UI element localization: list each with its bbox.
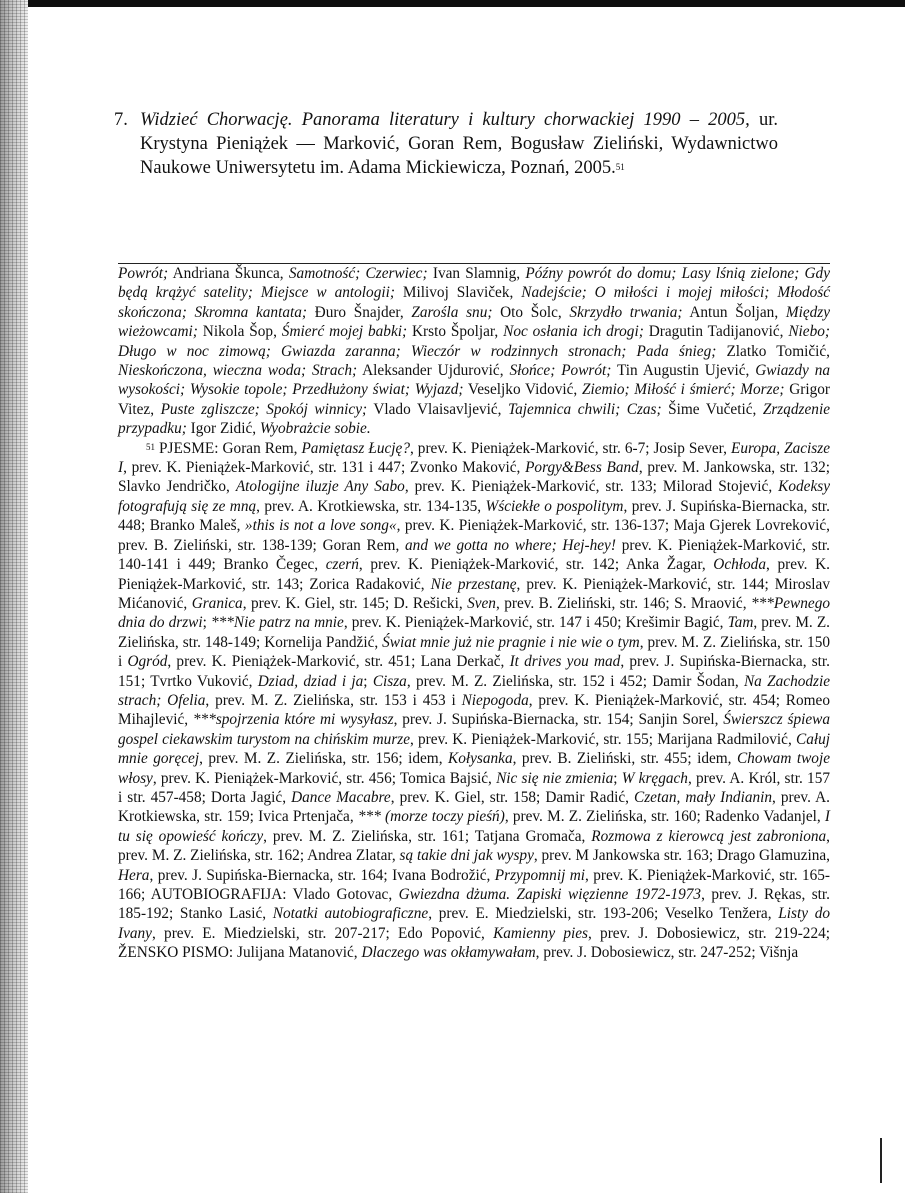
bibliography-entry bbox=[114, 108, 778, 180]
entry-number: 7. bbox=[114, 110, 128, 130]
entry-details: ur. Krystyna Pieniążek — Marković, Goran Rem, Bogusław Zieliński, Wydawnictwo Naukowe Uniwersytetu im. Adama Mickiewicza, Poznań, 2005. bbox=[140, 110, 778, 178]
entry-title: Widzieć Chorwację. Panorama literatury i kultury chorwackiej 1990 – 2005, bbox=[140, 110, 750, 130]
footnote-51: $^{51}$ PJESME: Goran Rem, Pamiętasz Łucję?, prev. K. Pieniążek-Marković, str. 6-7; Josip Sever, Europa, Zacisze I, prev. K. Pieniążek-Marković, str. 131 i 447; Zvonko Maković, Porgy&Bess Band, prev. M. Jankowska, str. 132; Slavko Jendričko, Atologijne iluzje Any Sabo, prev. K. Pieniążek-Marković, str. 133; Milorad Stojević, Kodeksy fotografują się ze mną, prev. A. Krotkiewska, str. 134-135, Wściekłe o pospolitym, prev. J. Supińska-Biernacka, str. 448; Branko Maleš, »this is not a love song«, prev. K. Pieniążek-Marković, str. 136-137; Maja Gjerek Lovreković, prev. B. Zieliński, str. 138-139; Goran Rem, and we gotta no where; Hej-hey! prev. K. Pieniążek-Marković, str. 140-141 i 449; Branko Čegec, czerń, prev. K. Pieniążek-Marković, str. 142; Anka Žagar, Ochłoda, prev. K. Pieniążek-Marković, str. 143; Zorica Radaković, Nie przestanę, prev. K. Pieniążek-Marković, str. 144; Miroslav Mićanović, Granica, prev. K. Giel, str. 145; D. Rešicki, Sven, prev. B. Zieliński, str. 146; S. Mraović, ***Pewnego dnia do drzwi; ***Nie patrz na mnie, prev. K. Pieniążek-Marković, str. 147 i 450; Krešimir Bagić, Tam, prev. M. Z. Zielińska, str. 148-149; Kornelija Pandžić, Świat mnie już nie pragnie i nie wie o tym, prev. M. Z. Zielińska, str. 150 i Ogród, prev. K. Pieniążek-Marković, str. 451; Lana Derkač, It drives you mad, prev. J. Supińska-Biernacka, str. 151; Tvrtko Vuković, Dziad, dziad i ja; Cisza, prev. M. Z. Zielińska, str. 152 i 452; Damir Šodan, Na Zachodzie strach; Ofelia, prev. M. Z. Zielińska, str. 153 i 453 i Niepogoda, prev. K. Pieniążek-Marković, str. 454; Romeo Mihajlević, ***spojrzenia które mi wysyłasz, prev. J. Supińska-Biernacka, str. 154; Sanjin Sorel, Świerszcz śpiewa gospel ciekawskim turystom na chińskim murze, prev. K. Pieniążek-Marković, str. 155; Marijana Radmilović, Całuj mnie goręcej, prev. M. Z. Zielińska, str. 156; idem, Kołysanka, prev. B. Zieliński, str. 455; idem, Chowam twoje włosy, prev. K. Pieniążek-Marković, str. 456; Tomica Bajsić, Nic się nie zmienia; W kręgach, prev. A. Król, str. 157 i str. 457-458; Dorta Jagić, Dance Macabre, prev. K. Giel, str. 158; Damir Radić, Czetan, mały Indianin, prev. A. Krotkiewska, str. 159; Ivica Prtenjača, *** (morze toczy pieśń), prev. M. Z. Zielińska, str. 160; Radenko Vadanjel, I tu się opowieść kończy, prev. M. Z. Zielińska, str. 161; Tatjana Gromača, Rozmowa z kierowcą jest zabroniona, prev. M. Z. Zielińska, str. 162; Andrea Zlatar, są takie dni jak wyspy, prev. M Jankowska str. 163; Drago Glamuzina, Hera, prev. J. Supińska-Biernacka, str. 164; Ivana Bodrožić, Przypomnij mi, prev. K. Pieniążek-Marković, str. 165-166; AUTOBIOGRAFIJA: Vlado Gotovac, Gwiezdna dżuma. Zapiski więzienne 1972-1973, prev. J. Rękas, str. 185-192; Stanko Lasić, Notatki autobiograficzne, prev. E. Miedzielski, str. 193-206; Veselko Tenžera, Listy do Ivany, prev. E. Miedzielski, str. 207-217; Edo Popović, Kamienny pies, prev. J. Dobosiewicz, str. 219-224; ŽENSKO PISMO: Julijana Matanović, Dlaczego was okłamywałam, prev. J. Dobosiewicz, str. 247-252; Višnja bbox=[118, 439, 831, 962]
scan-right-mark bbox=[880, 1138, 882, 1183]
scan-top-edge bbox=[0, 0, 905, 7]
footnote-reference: 51 bbox=[615, 162, 625, 172]
footnote-50-continuation: Powrót; Andriana Škunca, Samotność; Czerwiec; Ivan Slamnig, Późny powrót do domu; Lasy lśnią zielone; Gdy będą krążyć satelity; Miejsce w antologii; Milivoj Slaviček, Nadejście; O miłości i mojej miłości; Młodość skończona; Skromna kantata; Đuro Šnajder, Zarośla snu; Oto Šolc, Skrzydło trwania; Antun Šoljan, Między wieżowcami; Nikola Šop, Śmierć mojej babki; Krsto Špoljar, Noc osłania ich drogi; Dragutin Tadijanović, Niebo; Długo w noc zimową; Gwiazda zaranna; Wieczór w rodzinnych stronach; Pada śnieg; Zlatko Tomičić, Nieskończona, wieczna woda; Strach; Aleksander Ujdurović, Słońce; Powrót; Tin Augustin Ujević, Gwiazdy na wysokości; Wysokie topole; Przedłużony świat; Wyjazd; Veseljko Vidović, Ziemio; Miłość i śmierć; Morze; Grigor Vitez, Puste zgliszcze; Spokój winnicy; Vlado Vlaisavljević, Tajemnica chwili; Czas; Šime Vučetić, Zrządzenie przypadku; Igor Zidić, Wyobrażcie sobie. bbox=[118, 265, 831, 438]
footnotes bbox=[118, 264, 830, 963]
scan-left-edge bbox=[0, 0, 28, 1193]
